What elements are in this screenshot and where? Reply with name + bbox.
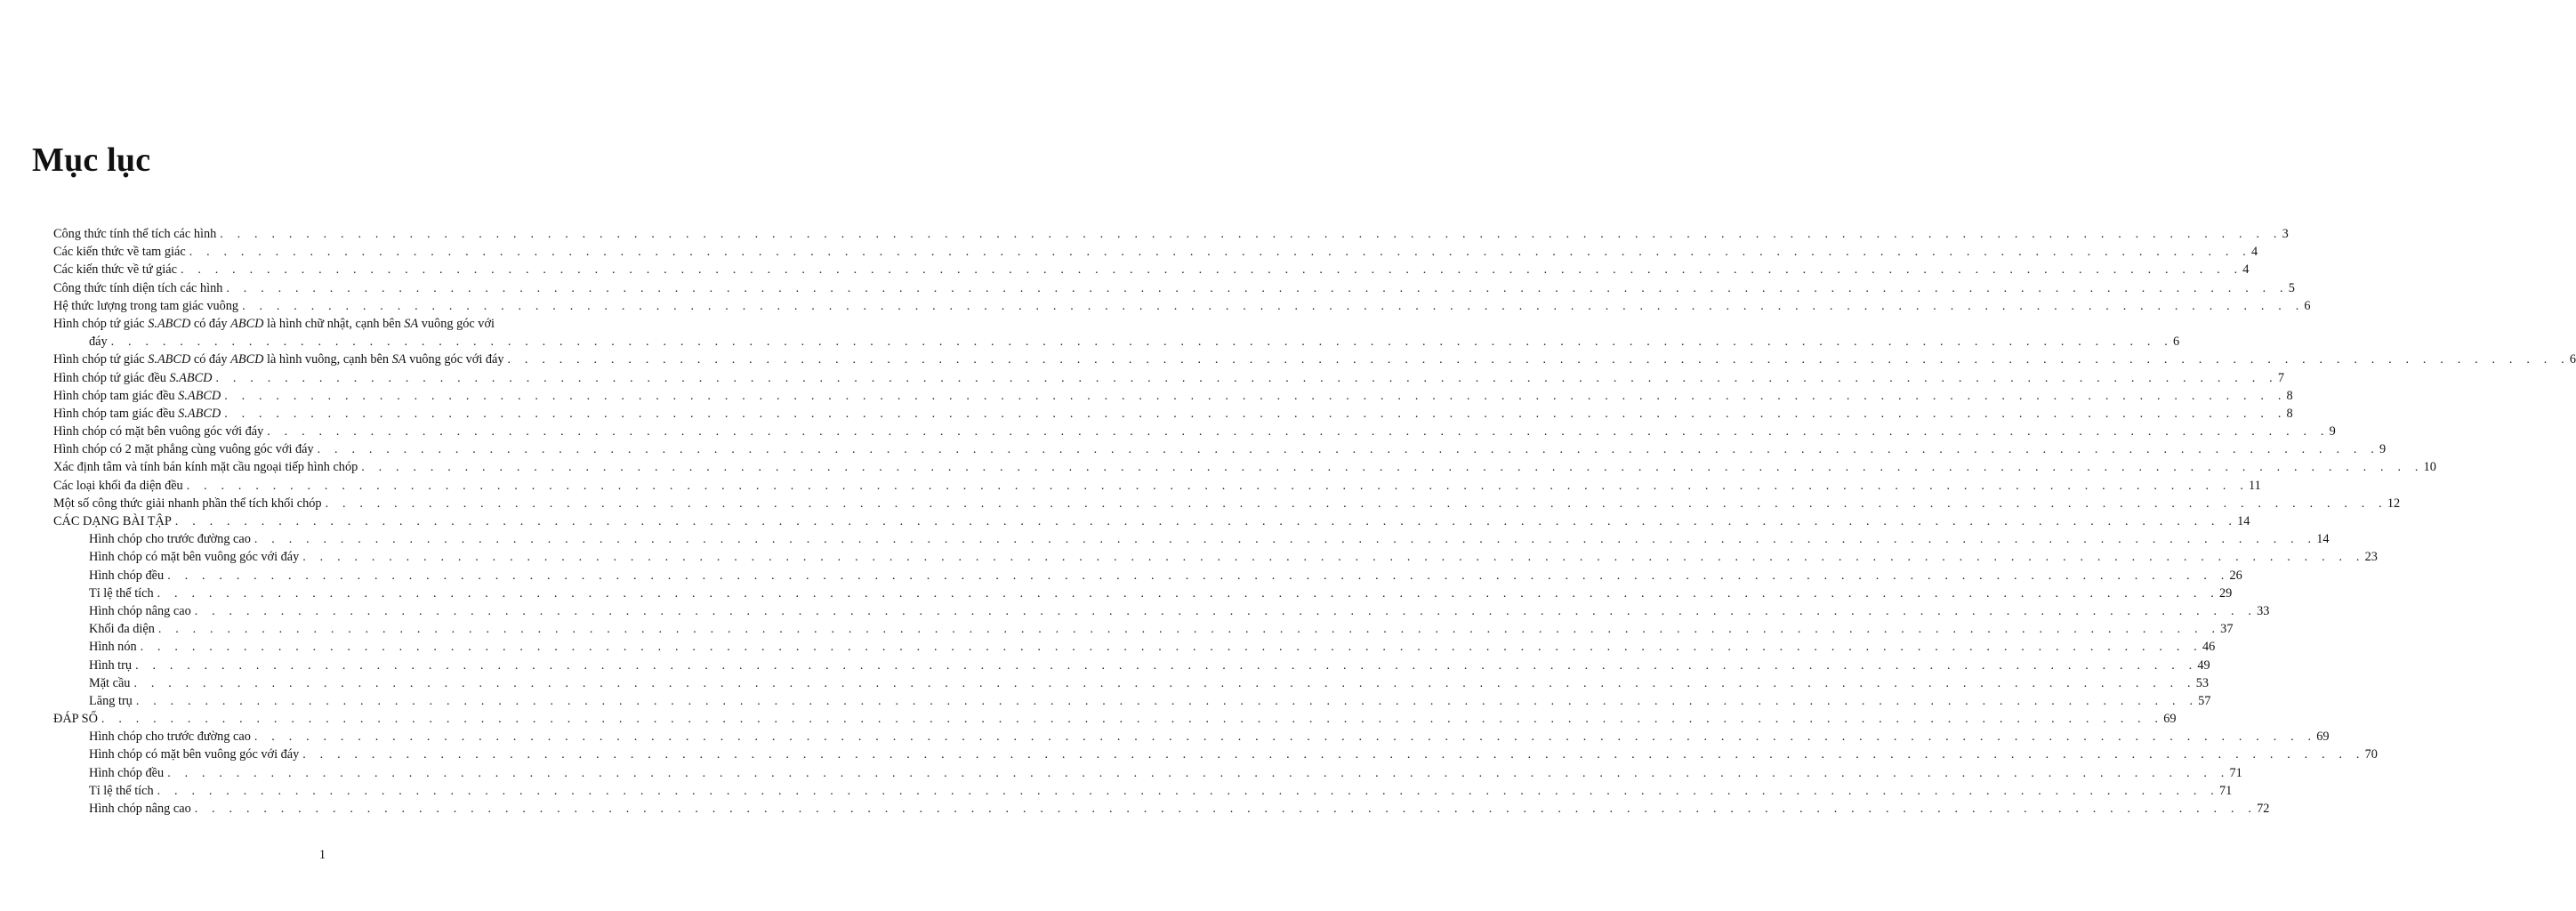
toc-entry-text: CÁC DẠNG BÀI TẬP [53, 512, 175, 530]
toc-entry[interactable] [53, 620, 2234, 638]
dot-leader: . . . . . . . . . . . . . . . . . . . . . . . . . . . . . . . . . . . . . . . . . . . . . . . . . . . . . . . . . . . . . . . . . . . . . . . . . . . . . . . . . . . . . . . . . . . . . . . . . . . . . . . . . . . . . . . . . . . . . . . . [254, 730, 2317, 745]
toc-entry-page: 8 [2286, 406, 2293, 421]
toc-entry[interactable] [53, 567, 2242, 584]
toc-entry-text: ĐÁP SỐ [53, 710, 101, 728]
dot-leader: . . . . . . . . . . . . . . . . . . . . . . . . . . . . . . . . . . . . . . . . . . . . . . . . . . . . . . . . . . . . . . . . . . . . . . . . . . . . . . . . . . . . . . . . . . . . . . . . . . . . . . . . . . . . . . . . . . . . . . . . [220, 228, 2282, 241]
toc-entry-page: 26 [2229, 568, 2242, 583]
dot-leader: . . . . . . . . . . . . . . . . . . . . . . . . . . . . . . . . . . . . . . . . . . . . . . . . . . . . . . . . . . . . . . . . . . . . . . . . . . . . . . . . . . . . . . . . . . . . . . . . . . . . . . . . . . . . . . . . . . . . . . . . [302, 748, 2365, 762]
toc-entry[interactable] [53, 279, 2295, 297]
toc-entry-continuation: đáy [89, 333, 111, 351]
toc-entry-page: 6 [2304, 298, 2311, 313]
toc-entry-text: Các loại khối đa diện đều [53, 477, 187, 495]
toc-entry[interactable] [53, 315, 2180, 351]
toc-entry-text: Hình chóp đều [89, 764, 167, 782]
footer-page-number: 1 [318, 848, 326, 862]
toc-entry-page: 49 [2197, 657, 2210, 673]
dot-leader: . . . . . . . . . . . . . . . . . . . . . . . . . . . . . . . . . . . . . . . . . . . . . . . . . . . . . . . . . . . . . . . . . . . . . . . . . . . . . . . . . . . . . . . . . . . . . . . . . . . . . . . . . . . . . . . . . . . . . . . . [135, 694, 2199, 708]
toc-entry-text: Hình trụ [89, 657, 135, 674]
toc-entry-text: Hình chóp có mặt bên vuông góc với đáy [89, 746, 302, 763]
toc-entry-text: Công thức tính thể tích các hình [53, 225, 220, 243]
toc-entry-page: 9 [2329, 424, 2336, 439]
dot-leader: . . . . . . . . . . . . . . . . . . . . . . . . . . . . . . . . . . . . . . . . . . . . . . . . . . . . . . . . . . . . . . . . . . . . . . . . . . . . . . . . . . . . . . . . . . . . . . . . . . . . . . . . . . . . . . . . . . . . . . . . [101, 713, 2164, 727]
dot-leader: . . . . . . . . . . . . . . . . . . . . . . . . . . . . . . . . . . . . . . . . . . . . . . . . . . . . . . . . . . . . . . . . . . . . . . . . . . . . . . . . . . . . . . . . . . . . . . . . . . . . . . . . . . . . . . . . . . . . . . . . [361, 461, 2424, 475]
toc-entry[interactable] [53, 458, 2436, 476]
toc-entry-text: Hình chóp tứ giác đều S.ABCD [53, 369, 216, 387]
toc-entry-page: 37 [2220, 622, 2234, 637]
toc-entry[interactable] [53, 728, 2330, 746]
toc-entry[interactable] [53, 351, 2576, 368]
toc-entry-page: 4 [2242, 262, 2250, 278]
dot-leader: . . . . . . . . . . . . . . . . . . . . . . . . . . . . . . . . . . . . . . . . . . . . . . . . . . . . . . . . . . . . . . . . . . . . . . . . . . . . . . . . . . . . . . . . . . . . . . . . . . . . . . . . . . . . . . . . . . . . . . . . [242, 299, 2305, 313]
toc-entry[interactable] [53, 297, 2311, 315]
toc-entry[interactable] [53, 764, 2242, 782]
dot-leader: . . . . . . . . . . . . . . . . . . . . . . . . . . . . . . . . . . . . . . . . . . . . . . . . . . . . . . . . . . . . . . . . . . . . . . . . . . . . . . . . . . . . . . . . . . . . . . . . . . . . . . . . . . . . . . . . . . . . . . . . [194, 802, 2258, 817]
dot-leader: . . . . . . . . . . . . . . . . . . . . . . . . . . . . . . . . . . . . . . . . . . . . . . . . . . . . . . . . . . . . . . . . . . . . . . . . . . . . . . . . . . . . . . . . . . . . . . . . . . . . . . . . . . . . . . . . . . . . . . . . [135, 658, 2198, 673]
toc-entry-page: 72 [2257, 802, 2270, 817]
toc-entry[interactable] [53, 512, 2250, 530]
toc-entry-text: Tỉ lệ thể tích [89, 782, 157, 800]
toc-entry-text: Hình chóp tứ giác S.ABCD có đáy ABCD là hình chữ nhật, cạnh bên SA vuông góc với [53, 316, 495, 331]
toc-entry-page: 57 [2198, 693, 2211, 708]
toc-entry-page: 69 [2163, 712, 2177, 727]
dot-leader: . . . . . . . . . . . . . . . . . . . . . . . . . . . . . . . . . . . . . . . . . . . . . . . . . . . . . . . . . . . . . . . . . . . . . . . . . . . . . . . . . . . . . . . . . . . . . . . . . . . . . . . . . . . . . . . . . . . . . . . . [110, 335, 2173, 350]
toc-entry-page: 53 [2195, 675, 2210, 690]
toc-entry-page: 10 [2423, 460, 2436, 475]
toc-entry[interactable] [53, 692, 2211, 710]
dot-leader: . . . . . . . . . . . . . . . . . . . . . . . . . . . . . . . . . . . . . . . . . . . . . . . . . . . . . . . . . . . . . . . . . . . . . . . . . . . . . . . . . . . . . . . . . . . . . . . . . . . . . . . . . . . . . . . . . . . . . . . . [180, 263, 2243, 278]
toc-entry-page: 14 [2237, 514, 2250, 529]
toc-entry[interactable] [53, 369, 2284, 387]
toc-entry-text: Hình chóp cho trước đường cao [89, 728, 254, 746]
toc-entry-page: 33 [2257, 603, 2270, 618]
toc-entry-page: 6 [2172, 335, 2180, 350]
toc-entry[interactable] [53, 477, 2261, 495]
toc-entry-text: Hình chóp tứ giác S.ABCD có đáy ABCD là hình vuông, cạnh bên SA vuông góc với đáy [53, 351, 508, 368]
dot-leader: . . . . . . . . . . . . . . . . . . . . . . . . . . . . . . . . . . . . . . . . . . . . . . . . . . . . . . . . . . . . . . . . . . . . . . . . . . . . . . . . . . . . . . . . . . . . . . . . . . . . . . . . . . . . . . . . . . . . . . . . [302, 551, 2365, 565]
toc-entry[interactable] [53, 495, 2401, 512]
toc-entry-text: Hệ thức lượng trong tam giác vuông [53, 297, 242, 315]
toc-entry[interactable] [53, 387, 2293, 405]
dot-leader: . . . . . . . . . . . . . . . . . . . . . . . . . . . . . . . . . . . . . . . . . . . . . . . . . . . . . . . . . . . . . . . . . . . . . . . . . . . . . . . . . . . . . . . . . . . . . . . . . . . . . . . . . . . . . . . . . . . . . . . . [186, 479, 2250, 493]
toc-entry-text: Một số công thức giải nhanh phần thể tích khối chóp [53, 495, 326, 512]
toc-entry-text: Hình nón [89, 638, 141, 656]
toc-entry-page: 12 [2387, 496, 2401, 511]
dot-leader: . . . . . . . . . . . . . . . . . . . . . . . . . . . . . . . . . . . . . . . . . . . . . . . . . . . . . . . . . . . . . . . . . . . . . . . . . . . . . . . . . . . . . . . . . . . . . . . . . . . . . . . . . . . . . . . . . . . . . . . . [157, 586, 2219, 601]
toc-entry-text: Khối đa diện [89, 620, 158, 638]
toc-entry-page: 23 [2364, 550, 2378, 565]
toc-entry-text: Hình chóp đều [89, 567, 167, 584]
dot-leader: . . . . . . . . . . . . . . . . . . . . . . . . . . . . . . . . . . . . . . . . . . . . . . . . . . . . . . . . . . . . . . . . . . . . . . . . . . . . . . . . . . . . . . . . . . . . . . . . . . . . . . . . . . . . . . . . . . . . . . . . [317, 443, 2379, 457]
dot-leader: . . . . . . . . . . . . . . . . . . . . . . . . . . . . . . . . . . . . . . . . . . . . . . . . . . . . . . . . . . . . . . . . . . . . . . . . . . . . . . . . . . . . . . . . . . . . . . . . . . . . . . . . . . . . . . . . . . . . . . . . [507, 353, 2570, 367]
toc-entry-page: 14 [2316, 532, 2330, 547]
toc-entry-page: 5 [2288, 280, 2295, 295]
toc-entry-page: 69 [2316, 730, 2330, 745]
dot-leader: . . . . . . . . . . . . . . . . . . . . . . . . . . . . . . . . . . . . . . . . . . . . . . . . . . . . . . . . . . . . . . . . . . . . . . . . . . . . . . . . . . . . . . . . . . . . . . . . . . . . . . . . . . . . . . . . . . . . . . . . [215, 371, 2278, 385]
toc-entry[interactable] [53, 225, 2289, 243]
toc-entry-text: Các kiến thức về tam giác [53, 243, 189, 261]
toc-entry-text: Lăng trụ [89, 692, 136, 710]
dot-leader: . . . . . . . . . . . . . . . . . . . . . . . . . . . . . . . . . . . . . . . . . . . . . . . . . . . . . . . . . . . . . . . . . . . . . . . . . . . . . . . . . . . . . . . . . . . . . . . . . . . . . . . . . . . . . . . . . . . . . . . . [325, 496, 2387, 511]
dot-leader: . . . . . . . . . . . . . . . . . . . . . . . . . . . . . . . . . . . . . . . . . . . . . . . . . . . . . . . . . . . . . . . . . . . . . . . . . . . . . . . . . . . . . . . . . . . . . . . . . . . . . . . . . . . . . . . . . . . . . . . . [224, 407, 2287, 421]
toc-entry-page: 11 [2249, 478, 2261, 493]
dot-leader: . . . . . . . . . . . . . . . . . . . . . . . . . . . . . . . . . . . . . . . . . . . . . . . . . . . . . . . . . . . . . . . . . . . . . . . . . . . . . . . . . . . . . . . . . . . . . . . . . . . . . . . . . . . . . . . . . . . . . . . . [189, 246, 2251, 260]
toc-entry-page: 3 [2282, 227, 2289, 241]
toc-entry[interactable] [53, 800, 2270, 818]
toc-entry-text: Tỉ lệ thể tích [89, 584, 157, 602]
dot-leader: . . . . . . . . . . . . . . . . . . . . . . . . . . . . . . . . . . . . . . . . . . . . . . . . . . . . . . . . . . . . . . . . . . . . . . . . . . . . . . . . . . . . . . . . . . . . . . . . . . . . . . . . . . . . . . . . . . . . . . . . [267, 425, 2330, 439]
toc-entry[interactable] [53, 602, 2270, 620]
dot-leader: . . . . . . . . . . . . . . . . . . . . . . . . . . . . . . . . . . . . . . . . . . . . . . . . . . . . . . . . . . . . . . . . . . . . . . . . . . . . . . . . . . . . . . . . . . . . . . . . . . . . . . . . . . . . . . . . . . . . . . . . [224, 389, 2287, 403]
toc-entry[interactable] [53, 440, 2387, 458]
toc-entry-text: Xác định tâm và tính bán kính mặt cầu ngoại tiếp hình chóp [53, 458, 361, 476]
toc-entry[interactable] [53, 423, 2336, 440]
toc-entry-page: 4 [2251, 245, 2258, 260]
dot-leader: . . . . . . . . . . . . . . . . . . . . . . . . . . . . . . . . . . . . . . . . . . . . . . . . . . . . . . . . . . . . . . . . . . . . . . . . . . . . . . . . . . . . . . . . . . . . . . . . . . . . . . . . . . . . . . . . . . . . . . . . [254, 533, 2317, 547]
toc-entry-page: 71 [2229, 765, 2242, 780]
toc-entry-text: Hình chóp có 2 mặt phẳng cùng vuông góc với đáy [53, 440, 318, 458]
toc-entry-page: 46 [2202, 640, 2216, 655]
toc-entry-text: Hình chóp nâng cao [89, 800, 195, 818]
toc-entry[interactable] [53, 782, 2233, 800]
toc-entry-page: 71 [2218, 783, 2233, 798]
dot-leader: . . . . . . . . . . . . . . . . . . . . . . . . . . . . . . . . . . . . . . . . . . . . . . . . . . . . . . . . . . . . . . . . . . . . . . . . . . . . . . . . . . . . . . . . . . . . . . . . . . . . . . . . . . . . . . . . . . . . . . . . [157, 784, 2219, 798]
toc-entry[interactable] [53, 746, 2378, 763]
toc-entry[interactable] [53, 657, 2210, 674]
toc-entry-text: Mặt cầu [89, 674, 133, 692]
table-of-contents [53, 225, 2576, 818]
toc-entry-text: Hình chóp tam giác đều S.ABCD [53, 387, 224, 405]
toc-entry[interactable] [53, 638, 2216, 656]
toc-entry-text: Hình chóp có mặt bên vuông góc với đáy [89, 548, 302, 566]
toc-entry[interactable] [53, 548, 2378, 566]
toc-entry-text: Các kiến thức về tứ giác [53, 261, 181, 278]
toc-entry-text: Hình chóp có mặt bên vuông góc với đáy [53, 423, 267, 440]
toc-entry[interactable] [53, 261, 2250, 278]
dot-leader: . . . . . . . . . . . . . . . . . . . . . . . . . . . . . . . . . . . . . . . . . . . . . . . . . . . . . . . . . . . . . . . . . . . . . . . . . . . . . . . . . . . . . . . . . . . . . . . . . . . . . . . . . . . . . . . . . . . . . . . . [167, 568, 2230, 583]
toc-entry-text: Công thức tính diện tích các hình [53, 279, 226, 297]
dot-leader: . . . . . . . . . . . . . . . . . . . . . . . . . . . . . . . . . . . . . . . . . . . . . . . . . . . . . . . . . . . . . . . . . . . . . . . . . . . . . . . . . . . . . . . . . . . . . . . . . . . . . . . . . . . . . . . . . . . . . . . . [167, 766, 2230, 780]
toc-entry[interactable] [53, 530, 2330, 548]
dot-leader: . . . . . . . . . . . . . . . . . . . . . . . . . . . . . . . . . . . . . . . . . . . . . . . . . . . . . . . . . . . . . . . . . . . . . . . . . . . . . . . . . . . . . . . . . . . . . . . . . . . . . . . . . . . . . . . . . . . . . . . . [174, 515, 2238, 529]
toc-entry-page: 70 [2364, 747, 2378, 762]
dot-leader: . . . . . . . . . . . . . . . . . . . . . . . . . . . . . . . . . . . . . . . . . . . . . . . . . . . . . . . . . . . . . . . . . . . . . . . . . . . . . . . . . . . . . . . . . . . . . . . . . . . . . . . . . . . . . . . . . . . . . . . . [226, 281, 2289, 295]
toc-entry[interactable] [53, 405, 2293, 423]
toc-entry-page: 9 [2379, 442, 2387, 457]
toc-entry-text: Hình chóp nâng cao [89, 602, 195, 620]
dot-leader: . . . . . . . . . . . . . . . . . . . . . . . . . . . . . . . . . . . . . . . . . . . . . . . . . . . . . . . . . . . . . . . . . . . . . . . . . . . . . . . . . . . . . . . . . . . . . . . . . . . . . . . . . . . . . . . . . . . . . . . . [157, 623, 2221, 637]
toc-entry-page: 7 [2277, 370, 2284, 385]
toc-entry[interactable] [53, 243, 2258, 261]
toc-entry[interactable] [53, 584, 2233, 602]
dot-leader: . . . . . . . . . . . . . . . . . . . . . . . . . . . . . . . . . . . . . . . . . . . . . . . . . . . . . . . . . . . . . . . . . . . . . . . . . . . . . . . . . . . . . . . . . . . . . . . . . . . . . . . . . . . . . . . . . . . . . . . . [140, 641, 2202, 655]
toc-entry-page: 29 [2218, 585, 2233, 601]
toc-entry-page: 8 [2286, 388, 2293, 403]
toc-entry-text: Hình chóp cho trước đường cao [89, 530, 254, 548]
page-title: Mục lục [32, 141, 151, 179]
dot-leader: . . . . . . . . . . . . . . . . . . . . . . . . . . . . . . . . . . . . . . . . . . . . . . . . . . . . . . . . . . . . . . . . . . . . . . . . . . . . . . . . . . . . . . . . . . . . . . . . . . . . . . . . . . . . . . . . . . . . . . . . [194, 604, 2258, 618]
toc-entry[interactable] [53, 710, 2177, 728]
toc-entry[interactable] [53, 674, 2210, 692]
toc-entry-text: Hình chóp tam giác đều S.ABCD [53, 405, 224, 423]
dot-leader: . . . . . . . . . . . . . . . . . . . . . . . . . . . . . . . . . . . . . . . . . . . . . . . . . . . . . . . . . . . . . . . . . . . . . . . . . . . . . . . . . . . . . . . . . . . . . . . . . . . . . . . . . . . . . . . . . . . . . . . . [133, 676, 2196, 690]
toc-entry-page: 6 [2569, 352, 2576, 367]
